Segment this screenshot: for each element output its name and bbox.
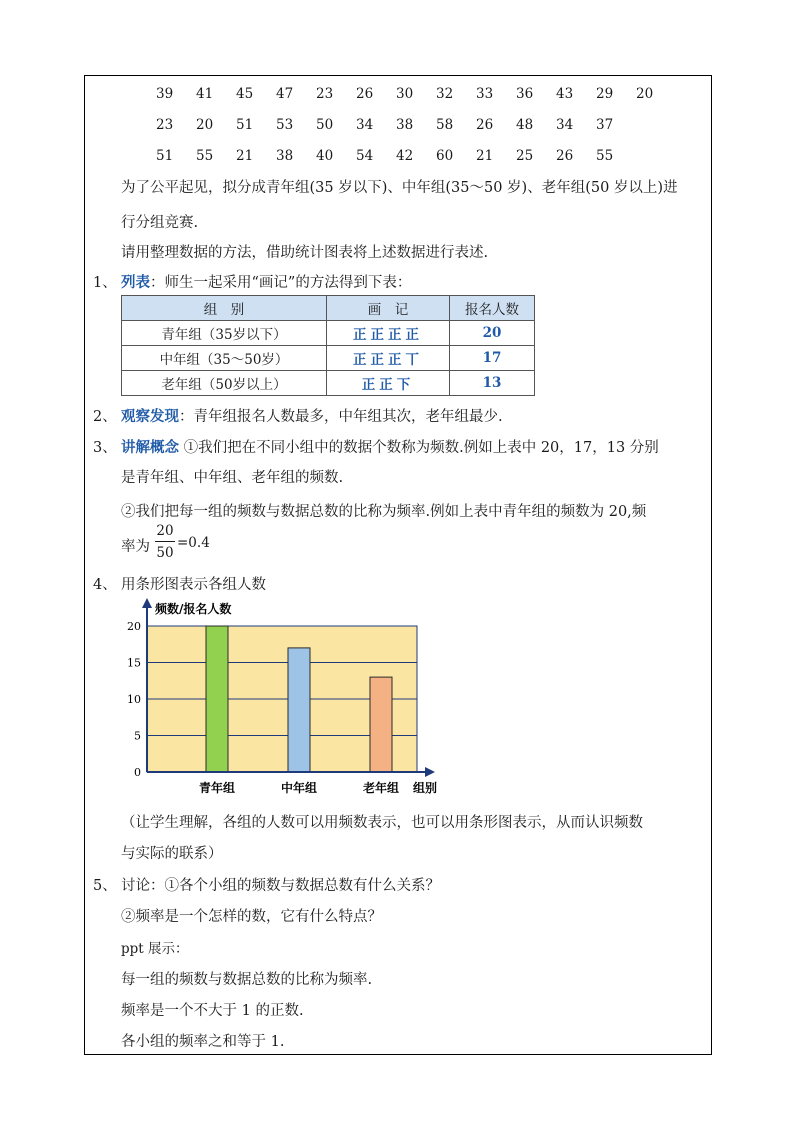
ppt-statement-1: 每一组的频数与数据总数的比称为频率. xyxy=(121,972,373,988)
data-number: 41 xyxy=(196,86,214,102)
data-number: 55 xyxy=(196,148,214,164)
y-tick-label: 20 xyxy=(127,620,141,633)
data-number: 34 xyxy=(356,117,374,133)
x-axis-arrow xyxy=(425,767,435,777)
item-1-label: 列表 xyxy=(121,274,150,291)
item-3-body: ①我们把在不同小组中的数据个数称为频数.例如上表中 20，17，13 分别 xyxy=(179,440,659,456)
intro-line-3: 请用整理数据的方法，借助统计图表将上述数据进行表述. xyxy=(121,245,489,261)
rate-suffix: =0.4 xyxy=(177,535,210,551)
bar-3 xyxy=(370,677,392,772)
data-number: 48 xyxy=(516,117,534,133)
data-number: 20 xyxy=(196,117,214,133)
data-number: 45 xyxy=(236,86,254,102)
item-1-text xyxy=(121,271,411,292)
item-4-text: 用条形图表示各组人数 xyxy=(121,577,266,593)
header-group: 组 别 xyxy=(122,296,327,321)
data-number: 21 xyxy=(236,148,254,164)
x-tick-label: 中年组 xyxy=(280,781,318,795)
row-group: 青年组（35岁以下） xyxy=(122,321,327,346)
y-tick-label: 5 xyxy=(134,729,141,743)
header-count: 报名人数 xyxy=(450,296,535,321)
ppt-statement-2: 频率是一个不大于 1 的正数. xyxy=(121,1003,304,1019)
y-tick-label: 10 xyxy=(127,693,141,706)
item-5-text: 讨论：①各个小组的频数与数据总数有什么关系？ xyxy=(121,878,440,894)
item-5-question-2: ②频率是一个怎样的数，它有什么特点？ xyxy=(121,909,382,925)
item-1-number: 1、 xyxy=(93,275,117,291)
data-number: 32 xyxy=(436,86,454,102)
intro-line-2: 行分组竞赛. xyxy=(121,215,199,231)
data-number: 51 xyxy=(236,117,254,133)
data-number: 25 xyxy=(516,148,534,164)
table-row xyxy=(122,371,535,396)
data-number: 43 xyxy=(556,86,574,102)
fraction-bar xyxy=(155,541,175,542)
item-1-body: ：师生一起采用“画记”的方法得到下表： xyxy=(150,275,412,291)
item-5-number: 5、 xyxy=(93,878,117,894)
y-tick-label: 0 xyxy=(134,766,141,779)
item-3-text xyxy=(121,436,659,457)
note-line-1: （让学生理解，各组的人数可以用频数表示，也可以用条形图表示，从而认识频数 xyxy=(121,815,643,831)
data-number: 26 xyxy=(556,148,574,164)
item-2-body: ：青年组报名人数最多，中年组其次，老年组最少. xyxy=(179,409,503,425)
y-axis-label: 频数/报名人数 xyxy=(155,602,232,616)
data-number: 36 xyxy=(516,86,534,102)
rate-prefix: 率为 xyxy=(121,539,150,555)
data-number: 23 xyxy=(156,117,174,133)
data-number: 47 xyxy=(276,86,294,102)
row-count: 17 xyxy=(450,346,535,371)
item-3-label: 讲解概念 xyxy=(121,439,179,456)
row-group: 老年组（50岁以上） xyxy=(122,371,327,396)
data-number: 34 xyxy=(556,117,574,133)
data-number: 30 xyxy=(396,86,414,102)
x-axis-label: 组别 xyxy=(413,781,438,795)
data-number: 38 xyxy=(396,117,414,133)
header-tally: 画 记 xyxy=(327,296,450,321)
fraction-numerator: 20 xyxy=(156,523,174,539)
row-count: 20 xyxy=(450,321,535,346)
row-tally: 正正下 xyxy=(327,371,450,396)
table-row xyxy=(122,321,535,346)
data-number: 20 xyxy=(636,86,654,102)
fraction-denominator: 50 xyxy=(156,545,174,561)
data-number: 53 xyxy=(276,117,294,133)
data-number: 38 xyxy=(276,148,294,164)
data-number: 37 xyxy=(596,117,614,133)
note-line-2: 与实际的联系） xyxy=(121,846,223,862)
y-axis-arrow xyxy=(142,598,152,608)
data-number: 40 xyxy=(316,148,334,164)
data-number: 26 xyxy=(476,117,494,133)
item-2-text xyxy=(121,405,503,426)
data-number: 58 xyxy=(436,117,454,133)
data-number: 50 xyxy=(316,117,334,133)
item-2-label: 观察发现 xyxy=(121,408,179,425)
item-3-line-2: 是青年组、中年组、老年组的频数. xyxy=(121,470,344,486)
data-number: 26 xyxy=(356,86,374,102)
data-number: 29 xyxy=(596,86,614,102)
data-number: 21 xyxy=(476,148,494,164)
data-number: 42 xyxy=(396,148,414,164)
x-tick-label: 老年组 xyxy=(362,781,400,795)
item-3-number: 3、 xyxy=(93,440,117,456)
bar-1 xyxy=(206,626,228,772)
data-number: 23 xyxy=(316,86,334,102)
tally-table xyxy=(121,295,535,396)
bar-2 xyxy=(288,648,310,772)
x-tick-label: 青年组 xyxy=(198,781,236,795)
data-number: 33 xyxy=(476,86,494,102)
table-row xyxy=(122,346,535,371)
row-tally: 正正正正 xyxy=(327,321,450,346)
intro-line-1: 为了公平起见，拟分成青年组(35 岁以下)、中年组(35～50 岁)、老年组(50 岁以上)进 xyxy=(121,180,678,196)
y-tick-label: 15 xyxy=(127,656,141,670)
row-count: 13 xyxy=(450,371,535,396)
item-4-number: 4、 xyxy=(93,577,117,593)
item-2-number: 2、 xyxy=(93,409,117,425)
data-number: 51 xyxy=(156,148,174,164)
row-group: 中年组（35～50岁） xyxy=(122,346,327,371)
row-tally: 正正正丅 xyxy=(327,346,450,371)
item-3-line-3: ②我们把每一组的频数与数据总数的比称为频率.例如上表中青年组的频数为 20,频 xyxy=(121,504,647,520)
ppt-heading: ppt 展示： xyxy=(121,941,189,957)
data-number: 55 xyxy=(596,148,614,164)
data-number: 60 xyxy=(436,148,454,164)
data-number: 39 xyxy=(156,86,174,102)
table-header-row xyxy=(122,296,535,321)
ppt-statement-3: 各小组的频率之和等于 1. xyxy=(121,1034,285,1050)
bar-chart xyxy=(115,598,445,798)
data-number: 54 xyxy=(356,148,374,164)
